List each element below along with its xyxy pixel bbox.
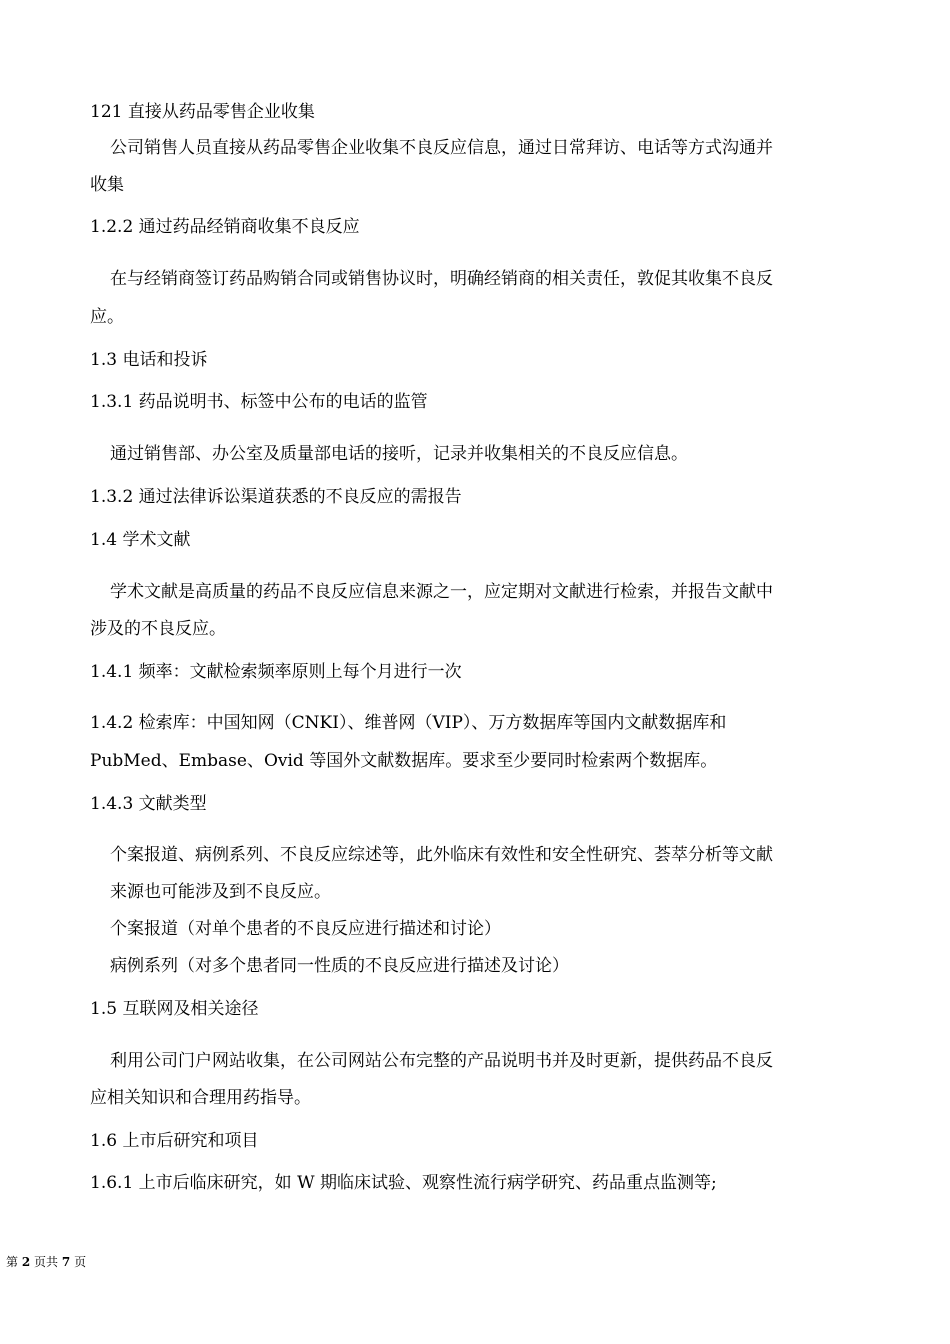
heading-1-4: 1.4 学术文献 [90,530,191,550]
paragraph-1-4-3-line-1: 个案报道、病例系列、不良反应综述等，此外临床有效性和安全性研究、荟萃分析等文献 [110,845,773,865]
heading-1-4-2-line-1: 1.4.2 检索库：中国知网（CNKI）、维普网（VIP）、万方数据库等国内文献数据库和 [90,713,727,733]
paragraph-1-2-1-line-1: 公司销售人员直接从药品零售企业收集不良反应信息，通过日常拜访、电话等方式沟通并 [110,138,773,158]
footer-prefix: 第 [6,1255,19,1269]
paragraph-1-5-line-1: 利用公司门户网站收集，在公司网站公布完整的产品说明书并及时更新，提供药品不良反 [110,1051,773,1071]
heading-1-6: 1.6 上市后研究和项目 [90,1131,259,1151]
paragraph-1-3-1: 通过销售部、办公室及质量部电话的接听，记录并收集相关的不良反应信息。 [110,444,688,464]
heading-1-3-1: 1.3.1 药品说明书、标签中公布的电话的监管 [90,392,428,412]
paragraph-1-4-3-line-2: 来源也可能涉及到不良反应。 [110,882,331,902]
footer-total-pages: 7 [61,1255,71,1269]
heading-1-6-1: 1.6.1 上市后临床研究，如 W 期临床试验、观察性流行病学研究、药品重点监测等; [90,1173,717,1193]
heading-1-3: 1.3 电话和投诉 [90,350,208,370]
paragraph-1-2-1-line-2: 收集 [90,175,124,195]
list-item-case-series: 病例系列（对多个患者同一性质的不良反应进行描述及讨论） [110,956,569,976]
heading-1-4-1: 1.4.1 频率：文献检索频率原则上每个月进行一次 [90,662,462,682]
footer-suffix: 页 [74,1255,87,1269]
list-item-case-report: 个案报道（对单个患者的不良反应进行描述和讨论） [110,919,501,939]
paragraph-1-4-line-1: 学术文献是高质量的药品不良反应信息来源之一，应定期对文献进行检索，并报告文献中 [110,582,773,602]
heading-1-2-2: 1.2.2 通过药品经销商收集不良反应 [90,217,360,237]
paragraph-1-4-line-2: 涉及的不良反应。 [90,619,226,639]
paragraph-1-5-line-2: 应相关知识和合理用药指导。 [90,1088,311,1108]
paragraph-1-2-2-line-2: 应。 [90,307,124,327]
page-footer [6,1253,86,1271]
footer-page-number: 2 [21,1255,31,1269]
heading-1-2-1: 121 直接从药品零售企业收集 [90,102,315,122]
heading-1-4-2-line-2: PubMed、Embase、Ovid 等国外文献数据库。要求至少要同时检索两个数据库。 [90,751,718,771]
heading-1-3-2: 1.3.2 通过法律诉讼渠道获悉的不良反应的需报告 [90,487,462,507]
heading-1-5: 1.5 互联网及相关途径 [90,999,259,1019]
footer-middle: 页共 [34,1255,59,1269]
paragraph-1-2-2-line-1: 在与经销商签订药品购销合同或销售协议时，明确经销商的相关责任，敦促其收集不良反 [110,269,773,289]
heading-1-4-3: 1.4.3 文献类型 [90,794,207,814]
